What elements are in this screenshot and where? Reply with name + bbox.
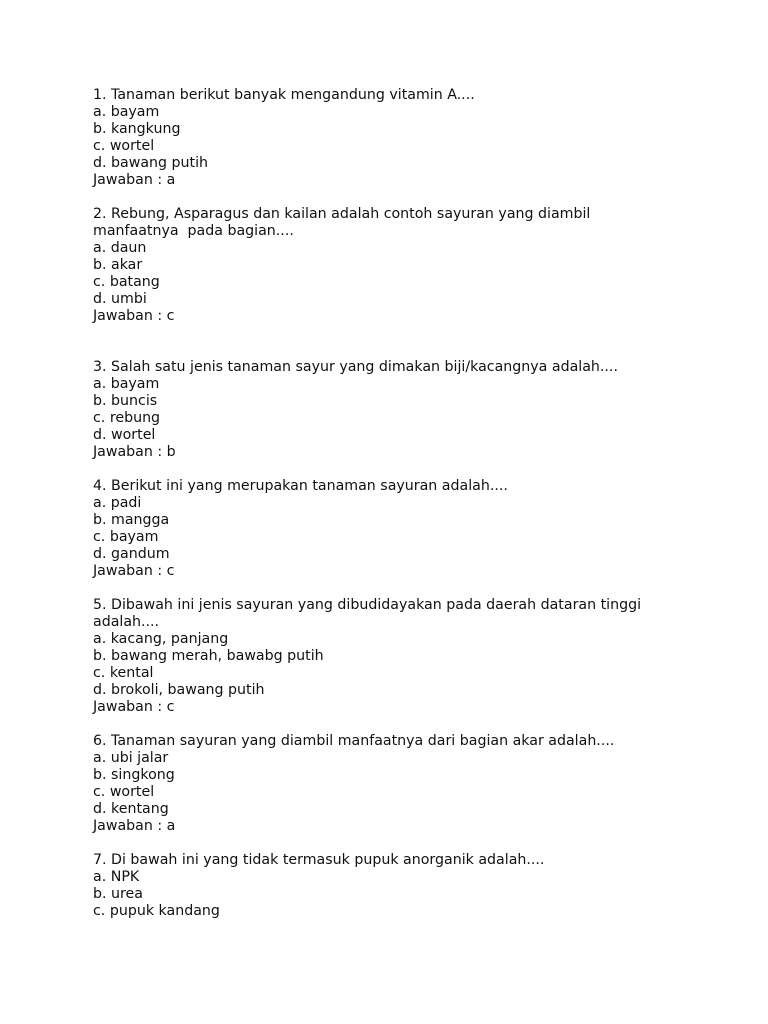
option-d: d. gandum — [93, 546, 170, 562]
question-text: 5. Dibawah ini jenis sayuran yang dibudidayakan pada daerah dataran tinggi adalah.... — [93, 597, 646, 630]
option-b: b. mangga — [93, 512, 170, 528]
option-d: d. wortel — [93, 427, 156, 443]
question-text: 7. Di bawah ini yang tidak termasuk pupuk anorganik adalah.... — [93, 852, 545, 868]
question-text: 4. Berikut ini yang merupakan tanaman sayuran adalah.... — [93, 478, 508, 494]
option-c: c. batang — [93, 274, 160, 290]
option-a: a. daun — [93, 240, 147, 256]
option-d: d. bawang putih — [93, 155, 209, 171]
option-c: c. wortel — [93, 138, 155, 154]
question-6 — [93, 733, 733, 835]
question-2 — [93, 206, 733, 325]
answer: Jawaban : a — [93, 172, 176, 188]
question-3 — [93, 359, 733, 461]
option-a: a. NPK — [93, 869, 140, 885]
answer: Jawaban : c — [93, 699, 175, 715]
answer: Jawaban : a — [93, 818, 176, 834]
option-b: b. singkong — [93, 767, 175, 783]
option-c: c. rebung — [93, 410, 161, 426]
option-b: b. bawang merah, bawabg putih — [93, 648, 324, 664]
question-text: 1. Tanaman berikut banyak mengandung vitamin A.... — [93, 87, 475, 103]
option-d: d. brokoli, bawang putih — [93, 682, 265, 698]
question-1 — [93, 87, 733, 189]
option-c: c. bayam — [93, 529, 159, 545]
option-c: c. pupuk kandang — [93, 903, 220, 919]
question-text: 3. Salah satu jenis tanaman sayur yang dimakan biji/kacangnya adalah.... — [93, 359, 618, 375]
answer: Jawaban : b — [93, 444, 176, 460]
quiz-content — [93, 87, 733, 937]
option-b: b. urea — [93, 886, 143, 902]
option-c: c. wortel — [93, 784, 155, 800]
option-d: d. umbi — [93, 291, 147, 307]
option-b: b. akar — [93, 257, 143, 273]
question-text: 6. Tanaman sayuran yang diambil manfaatnya dari bagian akar adalah.... — [93, 733, 615, 749]
option-a: a. bayam — [93, 376, 160, 392]
option-b: b. buncis — [93, 393, 158, 409]
option-a: a. padi — [93, 495, 142, 511]
option-b: b. kangkung — [93, 121, 181, 137]
question-7 — [93, 852, 733, 920]
answer: Jawaban : c — [93, 308, 175, 324]
answer: Jawaban : c — [93, 563, 175, 579]
question-4 — [93, 478, 733, 580]
option-a: a. kacang, panjang — [93, 631, 229, 647]
question-text: 2. Rebung, Asparagus dan kailan adalah contoh sayuran yang diambil manfaatnya pada bagian.... — [93, 206, 595, 239]
option-a: a. bayam — [93, 104, 160, 120]
option-d: d. kentang — [93, 801, 169, 817]
option-a: a. ubi jalar — [93, 750, 169, 766]
option-c: c. kental — [93, 665, 154, 681]
question-5 — [93, 597, 733, 716]
